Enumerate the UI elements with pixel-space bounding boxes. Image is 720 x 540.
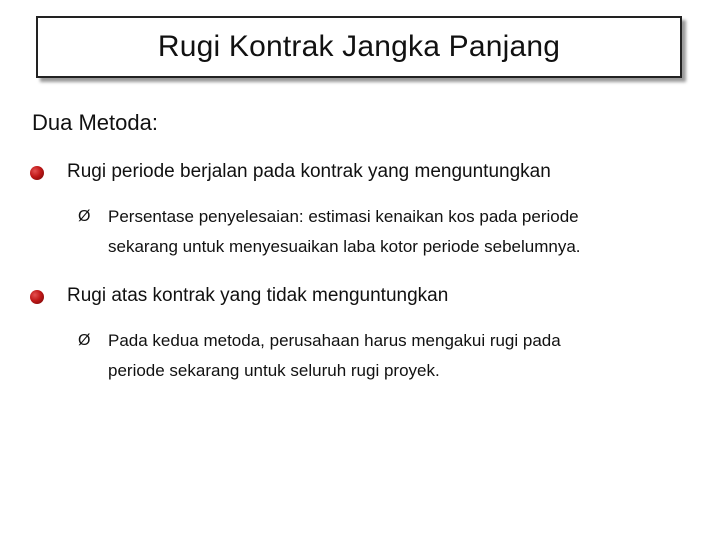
title-box <box>36 16 682 78</box>
bullet-item-1: Rugi periode berjalan pada kontrak yang menguntungkan <box>67 161 551 182</box>
sub-item-2 <box>108 326 698 386</box>
bullet-item-2: Rugi atas kontrak yang tidak menguntungkan <box>67 285 449 306</box>
slide-title: Rugi Kontrak Jangka Panjang <box>157 30 561 63</box>
sub-item-1 <box>108 202 698 262</box>
sub-item-1-line-1: Persentase penyelesaian: estimasi kenaikan kos pada periode <box>108 207 579 226</box>
arrow-bullet-icon: Ø <box>78 208 91 225</box>
sub-item-1-line-2: sekarang untuk menyesuaikan laba kotor periode sebelumnya. <box>108 237 581 256</box>
sub-item-2-line-1: Pada kedua metoda, perusahaan harus mengakui rugi pada <box>108 331 561 350</box>
bullet-dot-icon <box>30 290 44 304</box>
sub-item-2-line-2: periode sekarang untuk seluruh rugi proyek. <box>108 361 440 380</box>
bullet-dot-icon <box>30 166 44 180</box>
arrow-bullet-icon: Ø <box>78 332 91 349</box>
intro-heading: Dua Metoda: <box>32 110 158 135</box>
